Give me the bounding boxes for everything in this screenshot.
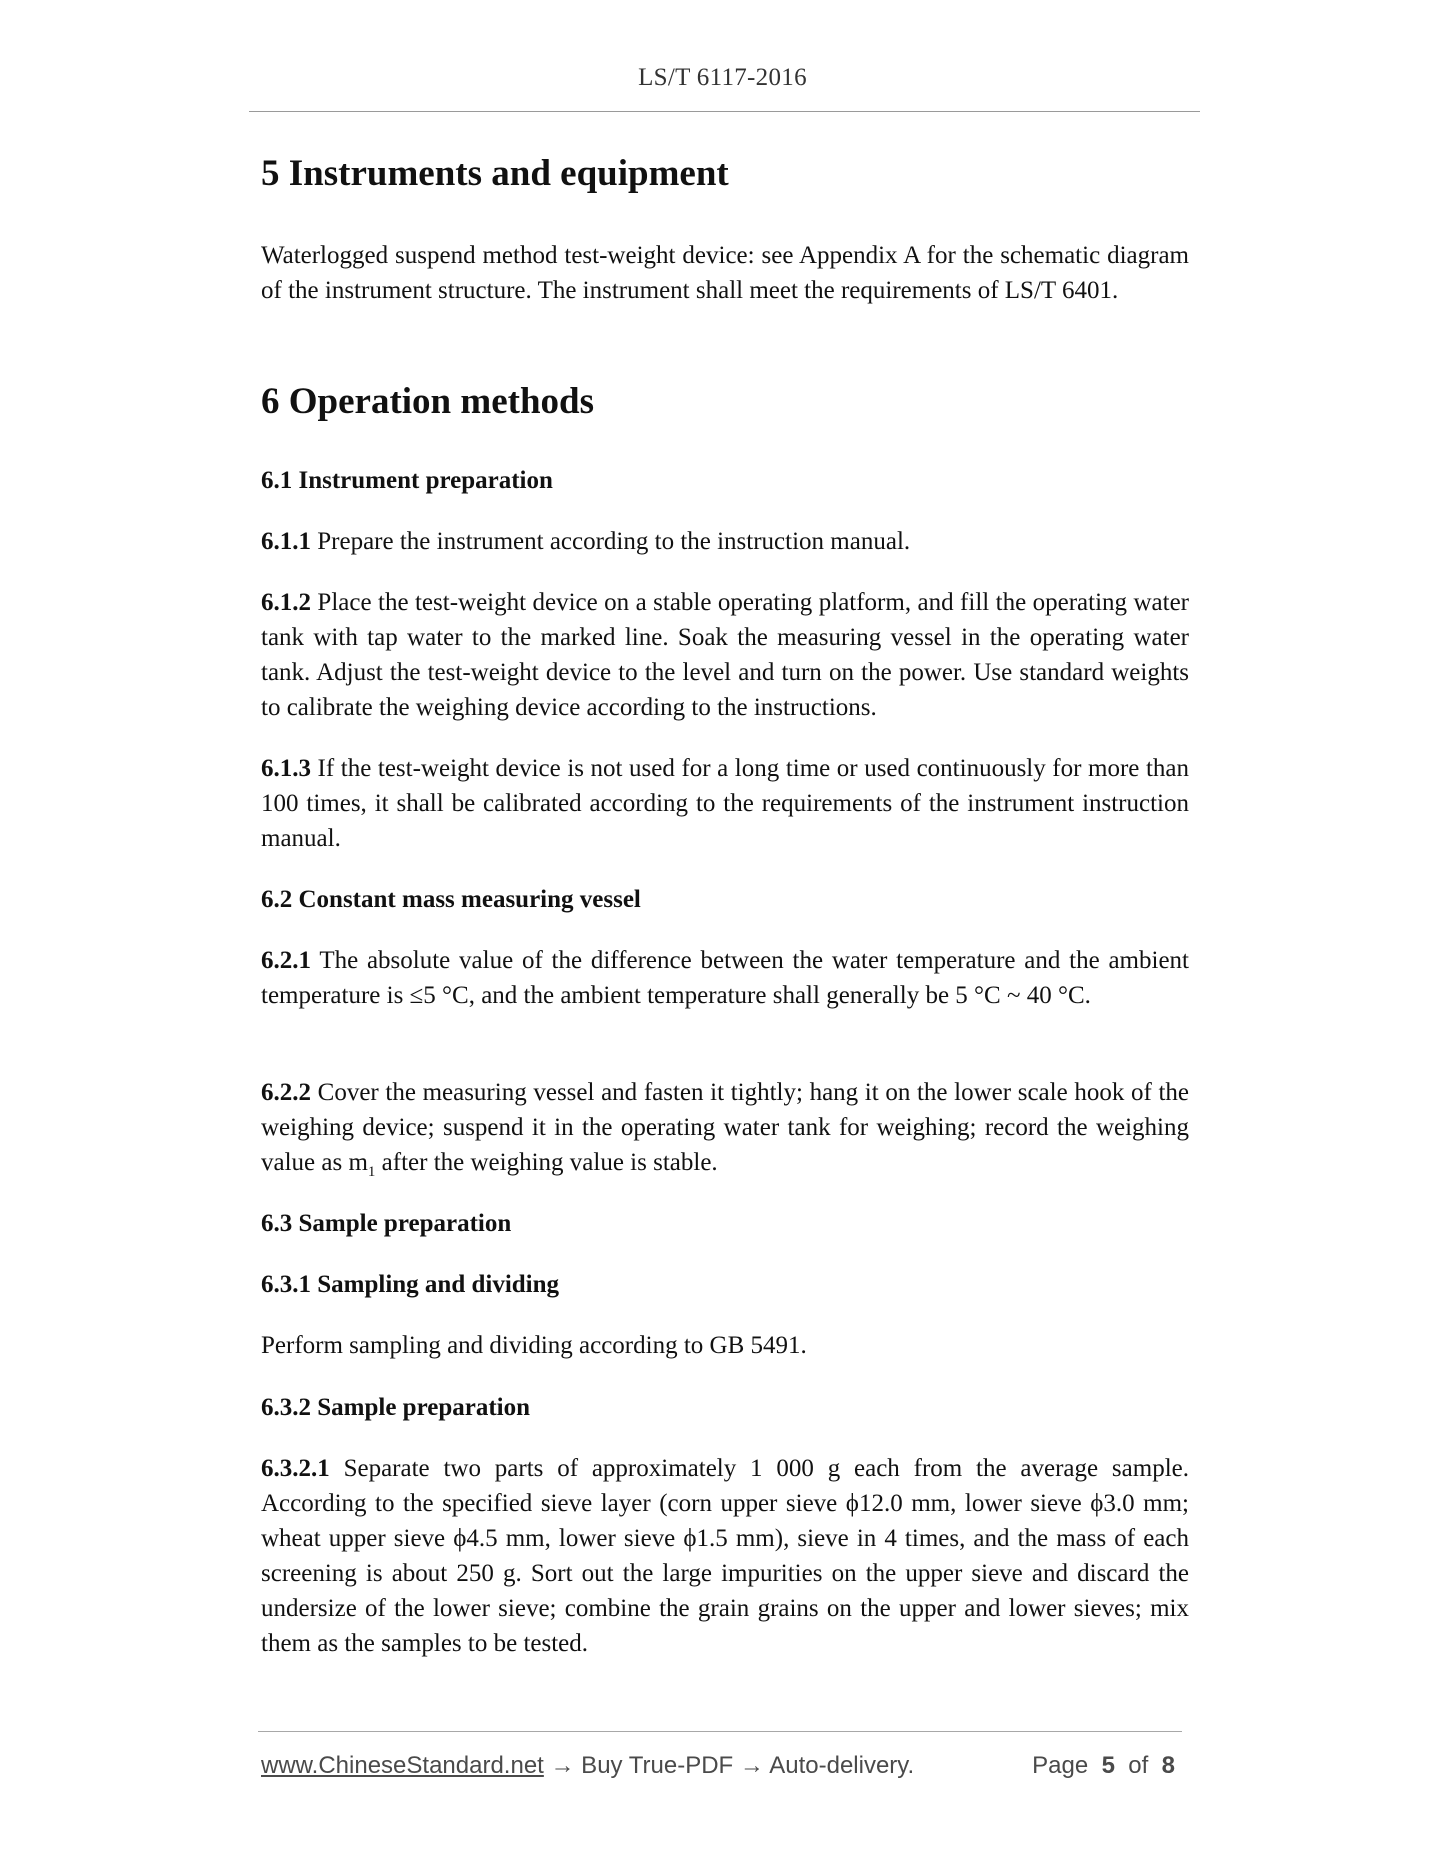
- clause-6-2-1: [261, 943, 1189, 1013]
- clause-text: If the test-weight device is not used for a long time or used continuously for more than 100 times, it shall be calibrated according to the requirements of the instrument instruction manual.: [261, 755, 1189, 852]
- footer: [261, 1752, 1181, 1786]
- page-total: 8: [1161, 1752, 1175, 1779]
- clause-6-1-1: [261, 524, 1189, 559]
- page-number: 5: [1101, 1752, 1115, 1779]
- section-6-3-1-heading: 6.3.1 Sampling and dividing: [261, 1271, 560, 1298]
- section-6-2-heading: 6.2 Constant mass measuring vessel: [261, 886, 641, 913]
- clause-number: 6.2.2: [261, 1079, 311, 1106]
- clause-6-1-3: [261, 751, 1189, 856]
- running-head: LS/T 6117-2016: [638, 64, 807, 91]
- clause-text: Prepare the instrument according to the instruction manual.: [311, 528, 911, 555]
- clause-number: 6.2.1: [261, 947, 311, 974]
- clause-text: Cover the measuring vessel and fasten it tightly; hang it on the lower scale hook of the weighing device; suspend it in the operating water tank for weighing; record the weighing value as m: [261, 1079, 1189, 1176]
- section-5-paragraph: Waterlogged suspend method test-weight device: see Appendix A for the schematic diagram of the instrument structure. The instrument shall meet the requirements of LS/T 6401.: [261, 242, 1189, 304]
- clause-6-3-2-1: [261, 1451, 1189, 1661]
- subscript: 1: [367, 1164, 376, 1180]
- clause-number: 6.1.3: [261, 755, 311, 782]
- clause-6-1-2: [261, 585, 1189, 725]
- section-6-heading: 6 Operation methods: [261, 381, 594, 422]
- page-indicator: [1032, 1752, 1175, 1780]
- website-link[interactable]: www.ChineseStandard.net: [261, 1752, 544, 1779]
- clause-text: Place the test-weight device on a stable operating platform, and fill the operating water tank with tap water to the marked line. Soak the measuring vessel in the operating water tank. Adjust the test-weight device to the level and turn on the power. Use standard weights to calibrate the weighing device according to the instructions.: [261, 589, 1189, 721]
- section-6-3-2-heading: 6.3.2 Sample preparation: [261, 1394, 530, 1421]
- footer-rule: [258, 1731, 1182, 1732]
- section-6-3-heading: 6.3 Sample preparation: [261, 1210, 512, 1237]
- clause-number: 6.3.2.1: [261, 1455, 330, 1482]
- header-rule: [249, 111, 1200, 112]
- page-label: Page: [1032, 1752, 1089, 1779]
- section-6-3-1-paragraph: Perform sampling and dividing according to GB 5491.: [261, 1332, 807, 1359]
- clause-text-end: after the weighing value is stable.: [375, 1149, 718, 1176]
- footer-tagline: → Buy True-PDF → Auto-delivery.: [543, 1752, 915, 1779]
- clause-text: The absolute value of the difference between the water temperature and the ambient temperature is ≤5 °C, and the ambient temperature shall generally be 5 °C ~ 40 °C.: [261, 947, 1189, 1009]
- clause-number: 6.1.1: [261, 528, 311, 555]
- section-5-heading: 5 Instruments and equipment: [261, 153, 729, 194]
- clause-text: Separate two parts of approximately 1 000 g each from the average sample. According to the specified sieve layer (corn upper sieve ϕ12.0 mm, lower sieve ϕ3.0 mm; wheat upper sieve ϕ4.5 mm, lower sieve ϕ1.5 mm), sieve in 4 times, and the mass of each screening is about 250 g. Sort out the large impurities on the upper sieve and discard the undersize of the lower sieve; combine the grain grains on the upper and lower sieves; mix them as the samples to be tested.: [261, 1455, 1189, 1657]
- of-label: of: [1128, 1752, 1149, 1779]
- clause-6-2-2: [261, 1075, 1189, 1190]
- clause-number: 6.1.2: [261, 589, 311, 616]
- section-6-1-heading: 6.1 Instrument preparation: [261, 467, 553, 494]
